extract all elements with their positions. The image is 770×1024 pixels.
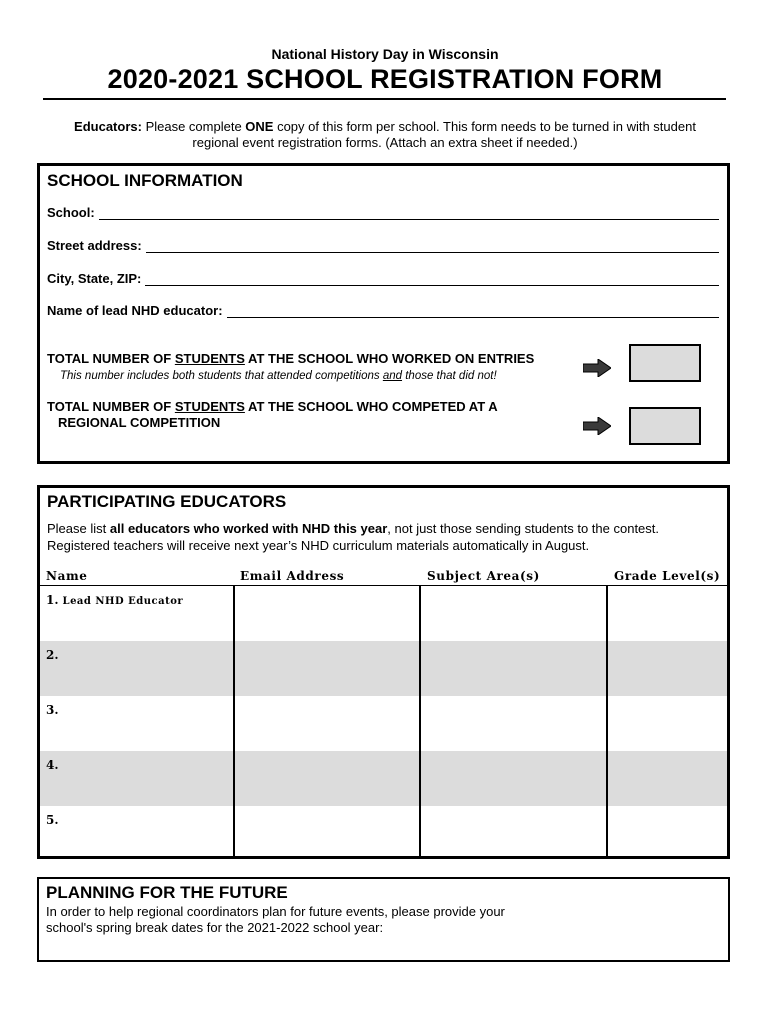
row-number: 3.: [46, 703, 59, 717]
lead-educator-field[interactable]: [47, 302, 719, 318]
note-pre: This number includes both students that attended competitions: [60, 370, 383, 382]
table-row[interactable]: [40, 696, 727, 751]
p1-post: , not just those sending students to the contest.: [387, 521, 660, 536]
p1-pre: Please list: [47, 521, 110, 536]
total2-post: AT THE SCHOOL WHO COMPETED AT A: [244, 399, 498, 414]
lead-educator-label: Name of lead NHD educator:: [47, 303, 223, 318]
planning-title: PLANNING FOR THE FUTURE: [46, 883, 288, 902]
participating-educators-section: [37, 485, 730, 859]
table-row[interactable]: [40, 751, 727, 806]
street-address-field[interactable]: [47, 237, 719, 253]
planning-line1: In order to help regional coordinators plan for future events, please provide your: [46, 904, 505, 919]
total-students-note: [60, 370, 497, 382]
column-header-subject: Subject Area(s): [427, 569, 540, 583]
intro-line2: regional event registration forms. (Attach an extra sheet if needed.): [192, 135, 578, 150]
intro-one: ONE: [245, 119, 274, 134]
note-post: those that did not!: [402, 370, 497, 382]
note-and: and: [382, 370, 403, 382]
total2-line2: REGIONAL COMPETITION: [58, 415, 221, 430]
table-row[interactable]: [40, 586, 727, 641]
intro-lead: Educators:: [74, 119, 142, 134]
arrow-right-icon: [583, 359, 611, 377]
row-number: 2.: [46, 648, 59, 662]
total2-pre: TOTAL NUMBER OF: [47, 399, 175, 414]
form-title: 2020-2021 SCHOOL REGISTRATION FORM: [107, 64, 663, 94]
column-divider: [233, 586, 235, 856]
total2-students: STUDENTS: [174, 399, 245, 414]
school-field[interactable]: [47, 204, 719, 220]
total1-post: AT THE SCHOOL WHO WORKED ON ENTRIES: [244, 351, 535, 366]
title-divider: [43, 98, 726, 100]
total-students-worked-label: [47, 351, 534, 367]
table-row[interactable]: [40, 806, 727, 861]
school-line[interactable]: [99, 207, 719, 220]
intro-part2: copy of this form per school. This form needs to be turned in with student: [273, 119, 696, 134]
table-row[interactable]: [40, 641, 727, 696]
total-students-competed-label: [47, 399, 498, 431]
p1-bold: all educators who worked with NHD this year: [109, 521, 388, 536]
total-students-competed-input[interactable]: [629, 407, 701, 445]
city-state-zip-line[interactable]: [145, 273, 719, 286]
arrow-right-icon: [583, 417, 611, 435]
total1-students: STUDENTS: [174, 351, 245, 366]
intro-text: [40, 119, 730, 151]
participating-educators-title: PARTICIPATING EDUCATORS: [47, 492, 287, 511]
lead-educator-tag: Lead NHD Educator: [62, 596, 184, 607]
column-divider: [419, 586, 421, 856]
lead-educator-line[interactable]: [227, 305, 719, 318]
street-address-line[interactable]: [146, 240, 719, 253]
row-number: 5.: [46, 813, 59, 827]
city-state-zip-field[interactable]: [47, 270, 719, 286]
city-state-zip-label: City, State, ZIP:: [47, 271, 142, 286]
table-header: [40, 567, 727, 586]
total-students-worked-input[interactable]: [629, 344, 701, 382]
column-header-email: Email Address: [240, 569, 345, 583]
column-header-name: Name: [46, 569, 88, 583]
row-number: 1.: [46, 593, 59, 607]
form-subtitle: National History Day in Wisconsin: [271, 46, 499, 62]
planning-section: [37, 877, 730, 962]
planning-line2: school's spring break dates for the 2021-2022 school year:: [46, 920, 384, 935]
column-header-grade: Grade Level(s): [614, 569, 721, 583]
column-divider: [606, 586, 608, 856]
intro-part1: Please complete: [141, 119, 246, 134]
p2: Registered teachers will receive next year’s NHD curriculum materials automatically in August.: [47, 538, 590, 553]
school-information-section: [37, 163, 730, 464]
educators-instructions: [47, 520, 659, 554]
total1-pre: TOTAL NUMBER OF: [47, 351, 175, 366]
row-number: 4.: [46, 758, 59, 772]
educators-table: [40, 567, 727, 861]
planning-text: [46, 904, 505, 936]
school-label: School:: [47, 205, 95, 220]
school-information-title: SCHOOL INFORMATION: [47, 171, 243, 190]
street-address-label: Street address:: [47, 238, 142, 253]
